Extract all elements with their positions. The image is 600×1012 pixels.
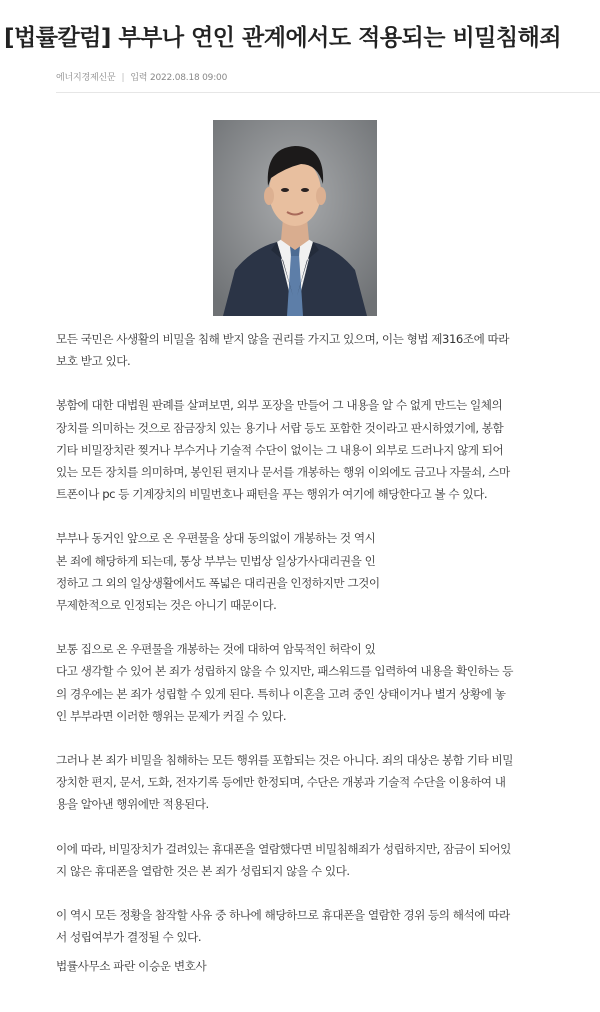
- author-byline: 법률사무소 파란 이승운 변호사: [56, 959, 207, 973]
- paragraph-3: [56, 527, 548, 616]
- article-title: [법률칼럼] 부부나 연인 관계에서도 적용되는 비밀침해죄: [4, 25, 562, 52]
- text-line: 무제한적으로 인정되는 것은 아니기 때문이다.: [56, 598, 277, 613]
- text-line: 정하고 그 외의 일상생활에서도 폭넓은 대리권을 인정하지만 그것이: [56, 575, 380, 590]
- text-line: 봉함에 대한 대법원 판례를 살펴보면, 외부 포장을 만들어 그 내용을 알 수 없게 만드는 일체의: [56, 398, 503, 413]
- paragraph-4: [56, 638, 548, 727]
- text-line: 부부나 동거인 앞으로 온 우편물을 상대 동의없이 개봉하는 것 역시: [56, 531, 376, 546]
- meta-separator: |: [121, 73, 125, 83]
- text-line: 다고 생각할 수 있어 본 죄가 성립하지 않을 수 있지만, 패스워드를 입력하여 내용을 확인하는 등: [56, 664, 514, 679]
- text-line: 있는 모든 장치를 의미하며, 봉인된 편지나 문서를 개봉하는 행위 이외에도 금고나 자물쇠, 스마: [56, 465, 510, 480]
- text-line: 본 죄에 해당하게 되는데, 통상 부부는 민법상 일상가사대리권을 인: [56, 553, 376, 568]
- paragraph-6: [56, 838, 548, 882]
- text-line: 장치한 편지, 문서, 도화, 전자기록 등에만 한정되며, 수단은 개봉과 기술적 수단을 이용하여 내: [56, 775, 506, 790]
- publish-date: 입력 2022.08.18 09:00: [130, 73, 228, 83]
- text-line: 이에 따라, 비밀장치가 걸려있는 휴대폰을 열람했다면 비밀침해죄가 성립하지만, 잠금이 되어있: [56, 841, 511, 856]
- text-line: 지 않은 휴대폰을 열람한 것은 본 죄가 성립되지 않을 수 있다.: [56, 863, 350, 878]
- text-line: 트폰이나 pc 등 기계장치의 비밀번호나 패턴을 푸는 행위가 여기에 해당한다고 볼 수 있다.: [56, 487, 488, 502]
- paragraph-5: [56, 749, 548, 816]
- text-line: 장치를 의미하는 것으로 잠금장치 있는 용기나 서랍 등도 포함한 것이라고 판시하였기에, 봉함: [56, 420, 504, 435]
- text-line: 이 역시 모든 정황을 참작할 사유 중 하나에 해당하므로 휴대폰을 열람한 경위 등의 해석에 따라: [56, 908, 510, 923]
- paragraph-1: [56, 328, 548, 372]
- paragraph-7: [56, 904, 548, 948]
- text-line: 그러나 본 죄가 비밀을 침해하는 모든 행위를 포함되는 것은 아니다. 죄의 대상은 봉함 기타 비밀: [56, 753, 514, 768]
- source-name[interactable]: 에너지경제신문: [56, 73, 116, 83]
- author-photo: [213, 120, 377, 316]
- text-line: 서 성립여부가 결정될 수 있다.: [56, 930, 202, 945]
- text-line: 보호 받고 있다.: [56, 354, 131, 369]
- text-line: 기타 비밀장치란 찢거나 부수거나 기술적 수단이 없이는 그 내용이 외부로 드러나지 않게 되어: [56, 442, 504, 457]
- paragraph-2: [56, 394, 548, 505]
- article-body: [56, 328, 548, 970]
- article-meta: [56, 70, 227, 83]
- text-line: 용을 알아낸 행위에만 적용된다.: [56, 797, 209, 812]
- text-line: 모든 국민은 사생활의 비밀을 침해 받지 않을 권리를 가지고 있으며, 이는 형법 제316조에 따라: [56, 332, 510, 346]
- header-divider: [56, 92, 600, 93]
- text-line: 인 부부라면 이러한 행위는 문제가 커질 수 있다.: [56, 708, 287, 723]
- text-line: 보통 집으로 온 우편물을 개봉하는 것에 대하여 암묵적인 허락이 있: [56, 642, 376, 657]
- text-line: 의 경우에는 본 죄가 성립할 수 있게 된다. 특히나 이혼을 고려 중인 상태이거나 별거 상황에 놓: [56, 686, 506, 701]
- author-portrait-image: [213, 120, 377, 316]
